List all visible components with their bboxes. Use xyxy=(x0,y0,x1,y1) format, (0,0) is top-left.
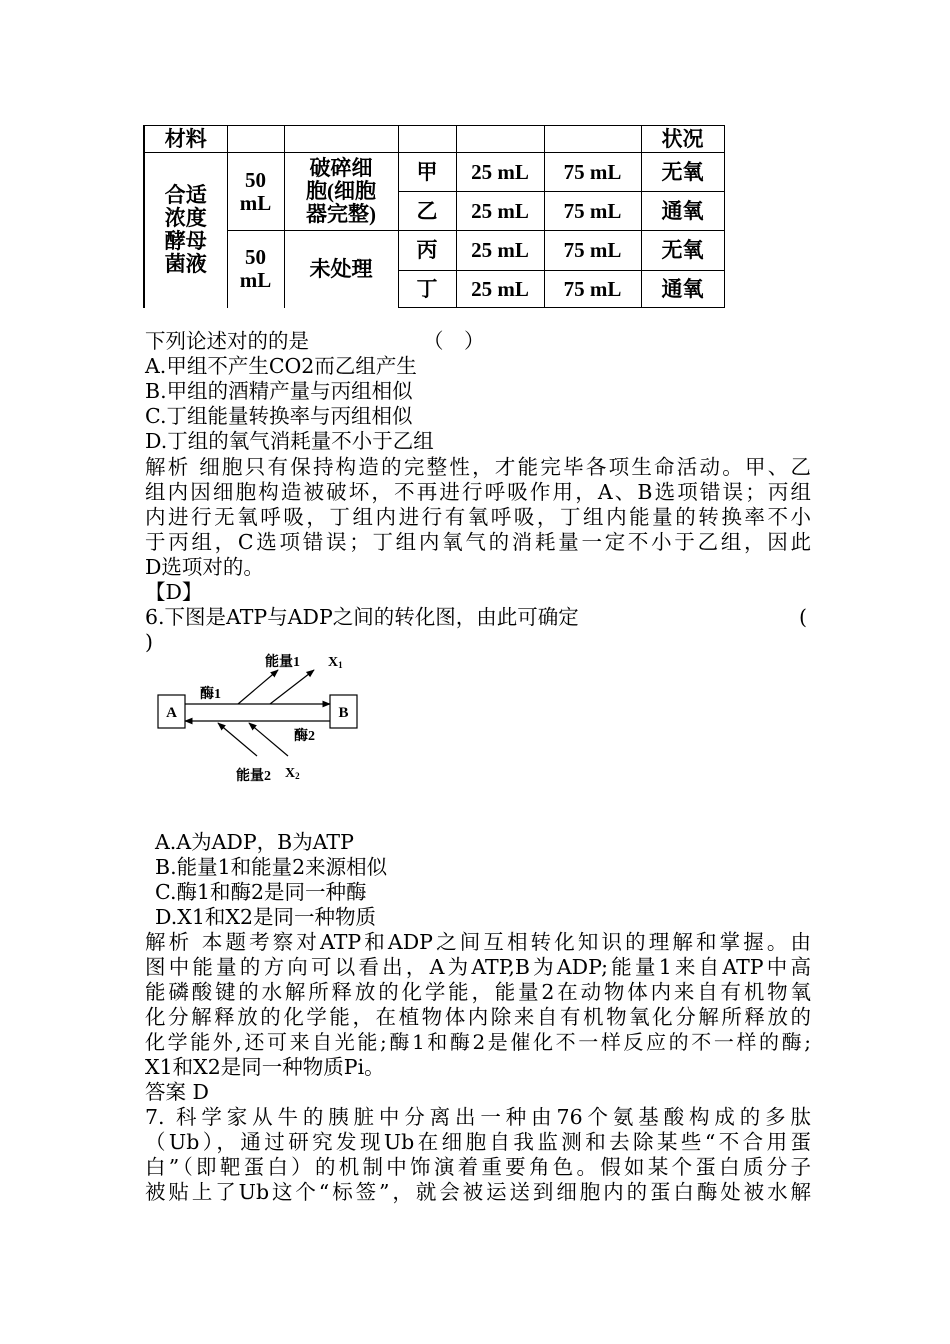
q5-stem xyxy=(145,329,485,354)
q6-analysis-line: 化学能外,还可来自光能;酶1和酶2是催化不一样反应的不一样的酶; xyxy=(145,1030,811,1054)
x2-label: X2 xyxy=(285,766,300,781)
q5-analysis-line: 内进行无氧呼吸，丁组内进行有氧呼吸，丁组内能量的转换率不小 xyxy=(145,505,811,529)
volume-b-cell: 75 mL xyxy=(544,192,641,231)
volume-a-cell: 25 mL xyxy=(456,231,544,271)
table-row xyxy=(144,231,724,271)
energy1-label: 能量1 xyxy=(265,655,300,670)
q5-option-d: D.丁组的氧气消耗量不小于乙组 xyxy=(145,429,434,453)
energy2-label: 能量2 xyxy=(236,769,271,784)
state-cell: 无氧 xyxy=(641,231,724,271)
q5-stem-text: 下列论述对的的是 xyxy=(145,329,309,353)
q7-line: （Ub），通过研究发现Ub在细胞自我监测和去除某些“不合用蛋 xyxy=(145,1130,811,1154)
volume-unit: mL xyxy=(239,268,272,293)
material-cell xyxy=(144,153,227,308)
table-row xyxy=(144,153,724,192)
q5-option-b: B.甲组的酒精产量与丙组相似 xyxy=(145,379,413,403)
treatment-line: 器完整) xyxy=(306,202,376,226)
x1-label: X1 xyxy=(328,655,343,670)
q6-stem: 6.下图是ATP与ADP之间的转化图，由此可确定 xyxy=(145,605,579,629)
energy1-arrow xyxy=(238,670,278,704)
enzyme1-label: 酶1 xyxy=(200,687,221,702)
header-material: 材料 xyxy=(144,126,227,153)
header-cell xyxy=(227,126,284,153)
volume-number: 50 xyxy=(245,167,266,192)
table-header-row xyxy=(144,126,724,153)
energy2-arrow xyxy=(218,723,257,756)
q6-paren-close: ) xyxy=(145,630,153,654)
volume-a-cell: 25 mL xyxy=(456,192,544,231)
volume-number: 50 xyxy=(245,245,266,270)
treatment-cell xyxy=(284,153,398,231)
state-cell: 通氧 xyxy=(641,192,724,231)
q5-answer: 【D】 xyxy=(145,580,203,604)
q6-analysis-line: 解析 本题考察对ATP和ADP之间互相转化知识的理解和掌握。由 xyxy=(145,930,811,954)
q7-line: 白”（即靶蛋白）的机制中饰演着重要角色。假如某个蛋白质分子 xyxy=(145,1155,811,1179)
experiment-table xyxy=(143,125,725,308)
q6-analysis-last: X1和X2是同一种物质Pi。 xyxy=(145,1055,385,1079)
q6-analysis-line: 能磷酸键的水解所释放的化学能，能量2在动物体内来自有机物氧 xyxy=(145,980,811,1004)
q6-answer: 答案 D xyxy=(145,1080,209,1104)
volume-b-cell: 75 mL xyxy=(544,231,641,271)
group-cell: 丙 xyxy=(398,231,456,271)
group-cell: 丁 xyxy=(398,271,456,308)
q6-option-d: D.X1和X2是同一种物质 xyxy=(155,905,376,929)
state-cell: 通氧 xyxy=(641,271,724,308)
header-cell xyxy=(544,126,641,153)
volume-a-cell: 25 mL xyxy=(456,153,544,192)
material-line: 酵母 xyxy=(164,229,207,254)
q5-analysis-line: 解析 细胞只有保持构造的完整性，才能完毕各项生命活动。甲、乙 xyxy=(145,455,811,479)
volume-a-cell: 25 mL xyxy=(456,271,544,308)
group-cell: 乙 xyxy=(398,192,456,231)
enzyme2-label: 酶2 xyxy=(294,729,315,744)
q7-line: 被贴上了Ub这个“标签”，就会被运送到细胞内的蛋白酶处被水解 xyxy=(145,1180,811,1204)
q6-analysis-line: 化分解释放的化学能，在植物体内除来自有机物氧化分解所释放的 xyxy=(145,1005,811,1029)
q5-analysis-line: 组内因细胞构造被破坏，不再进行呼吸作用，A、B选项错误；丙组 xyxy=(145,480,811,504)
treatment-cell: 未处理 xyxy=(284,231,398,308)
x2-arrow xyxy=(249,723,288,756)
q5-option-c: C.丁组能量转换率与丙组相似 xyxy=(145,404,413,428)
header-state: 状况 xyxy=(641,126,724,153)
treatment-line: 破碎细 xyxy=(309,156,373,180)
material-line: 浓度 xyxy=(164,206,207,231)
label-b: B xyxy=(338,705,349,721)
q6-option-b: B.能量1和能量2来源相似 xyxy=(155,855,388,879)
q6-paren-open: ( xyxy=(799,605,807,629)
q5-analysis-line: 于丙组，C选项错误；丁组内氧气的消耗量一定不小于乙组，因此 xyxy=(145,530,811,554)
material-line: 菌液 xyxy=(164,252,207,277)
atp-adp-diagram xyxy=(150,650,380,790)
label-a: A xyxy=(166,705,177,721)
state-cell: 无氧 xyxy=(641,153,724,192)
header-cell xyxy=(284,126,398,153)
volume-cell xyxy=(227,153,284,231)
q6-option-c: C.酶1和酶2是同一种酶 xyxy=(155,880,367,904)
material-line: 合适 xyxy=(164,183,207,208)
q5-paren: （ ） xyxy=(423,329,485,353)
volume-b-cell: 75 mL xyxy=(544,153,641,192)
group-cell: 甲 xyxy=(398,153,456,192)
volume-b-cell: 75 mL xyxy=(544,271,641,308)
header-cell xyxy=(398,126,456,153)
q5-analysis-last: D选项对的。 xyxy=(145,555,264,579)
q6-analysis-line: 图中能量的方向可以看出，A为ATP,B为ADP;能量1来自ATP中高 xyxy=(145,955,811,979)
volume-cell xyxy=(227,231,284,308)
q7-line: 7. 科学家从牛的胰脏中分离出一种由76个氨基酸构成的多肽 xyxy=(145,1105,811,1129)
header-cell xyxy=(456,126,544,153)
q6-option-a: A.A为ADP，B为ATP xyxy=(155,830,354,854)
q5-option-a: A.甲组不产生CO2而乙组产生 xyxy=(145,354,417,378)
x1-arrow xyxy=(270,670,314,704)
volume-unit: mL xyxy=(239,190,272,215)
treatment-line: 胞(细胞 xyxy=(306,179,376,203)
